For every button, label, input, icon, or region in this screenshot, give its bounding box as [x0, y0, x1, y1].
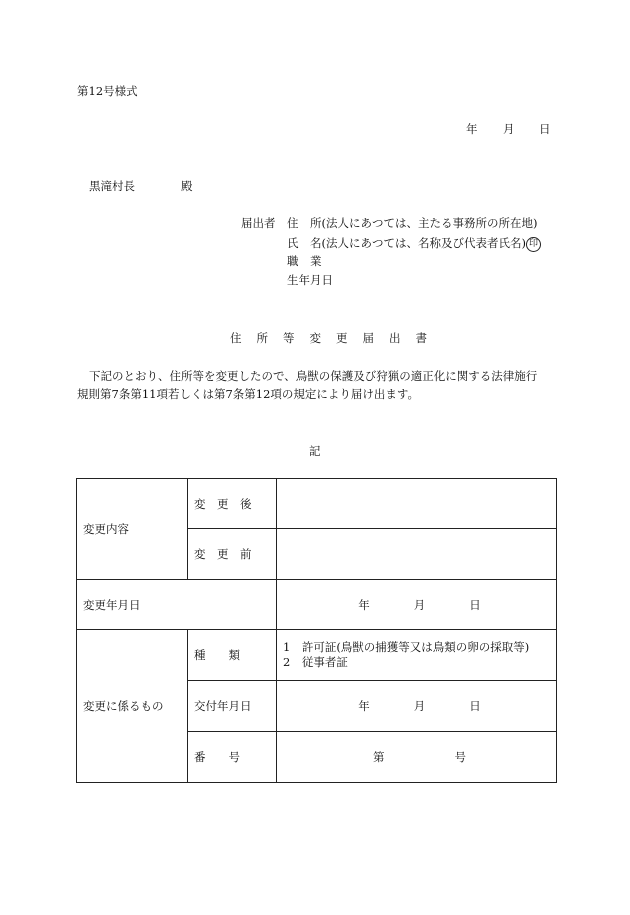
applicant-label: 届出者: [241, 216, 276, 230]
name-note: (法人にあつては、名称及び代表者氏名): [321, 236, 526, 250]
change-date-day: 日: [469, 597, 481, 612]
table-row: [77, 630, 557, 681]
issue-date-day: 日: [469, 699, 481, 713]
birthdate-label: 生年月日: [287, 273, 333, 287]
seal-mark: 印: [526, 237, 541, 252]
header-date-day: 日: [539, 122, 551, 136]
form-number: 第12号様式: [77, 84, 138, 98]
change-date-value: [283, 597, 556, 613]
address-label: 住 所: [287, 216, 322, 230]
kind-options[interactable]: [277, 630, 557, 681]
table-row: [77, 479, 557, 529]
related-label: 変更に係るもの: [77, 630, 188, 783]
number-prefix: 第: [373, 750, 385, 764]
body-text-line2: 規則第7条第11項若しくは第7条第12項の規定により届け出ます。: [77, 387, 419, 401]
note-heading: 記: [309, 444, 321, 458]
number-value: [283, 749, 556, 765]
change-date-field[interactable]: [277, 580, 557, 630]
kind-option-permit[interactable]: 1 許可証(鳥獣の捕獲等又は鳥類の卵の採取等): [283, 640, 530, 654]
occupation-label: 職 業: [287, 254, 322, 268]
body-text-line1: 下記のとおり、住所等を変更したので、鳥獣の保護及び狩猟の適正化に関する法律施行: [89, 369, 538, 383]
name-label: 氏 名: [287, 236, 322, 250]
document-title: 住所等変更届出書: [230, 331, 442, 345]
number-suffix: 号: [454, 750, 466, 764]
issue-date-label: 交付年月日: [188, 681, 277, 732]
before-label: 変 更 前: [188, 529, 277, 580]
header-date-year: 年: [466, 122, 478, 136]
after-value-field[interactable]: [277, 479, 557, 529]
change-date-label: 変更年月日: [77, 580, 277, 630]
kind-label: 種 類: [188, 630, 277, 681]
after-label: 変 更 後: [188, 479, 277, 529]
issue-date-field[interactable]: [277, 681, 557, 732]
change-content-label: 変更内容: [77, 479, 188, 580]
address-note: (法人にあつては、主たる事務所の所在地): [321, 216, 538, 230]
change-date-month: 月: [413, 597, 426, 612]
applicant-address-row: [287, 216, 537, 230]
header-date-month: 月: [503, 122, 515, 136]
number-label: 番 号: [188, 732, 277, 783]
issue-date-value: [283, 698, 556, 714]
table-row: [77, 580, 557, 630]
change-date-year: 年: [358, 597, 370, 612]
kind-option-worker[interactable]: 2 従事者証: [283, 655, 348, 669]
applicant-name-row: [287, 236, 541, 252]
before-value-field[interactable]: [277, 529, 557, 580]
addressee-honorific: 殿: [181, 179, 193, 193]
issue-date-month: 月: [413, 699, 426, 713]
number-field[interactable]: [277, 732, 557, 783]
issue-date-year: 年: [358, 699, 370, 713]
change-form-table: [76, 478, 557, 783]
addressee-name: 黒滝村長: [89, 179, 135, 193]
